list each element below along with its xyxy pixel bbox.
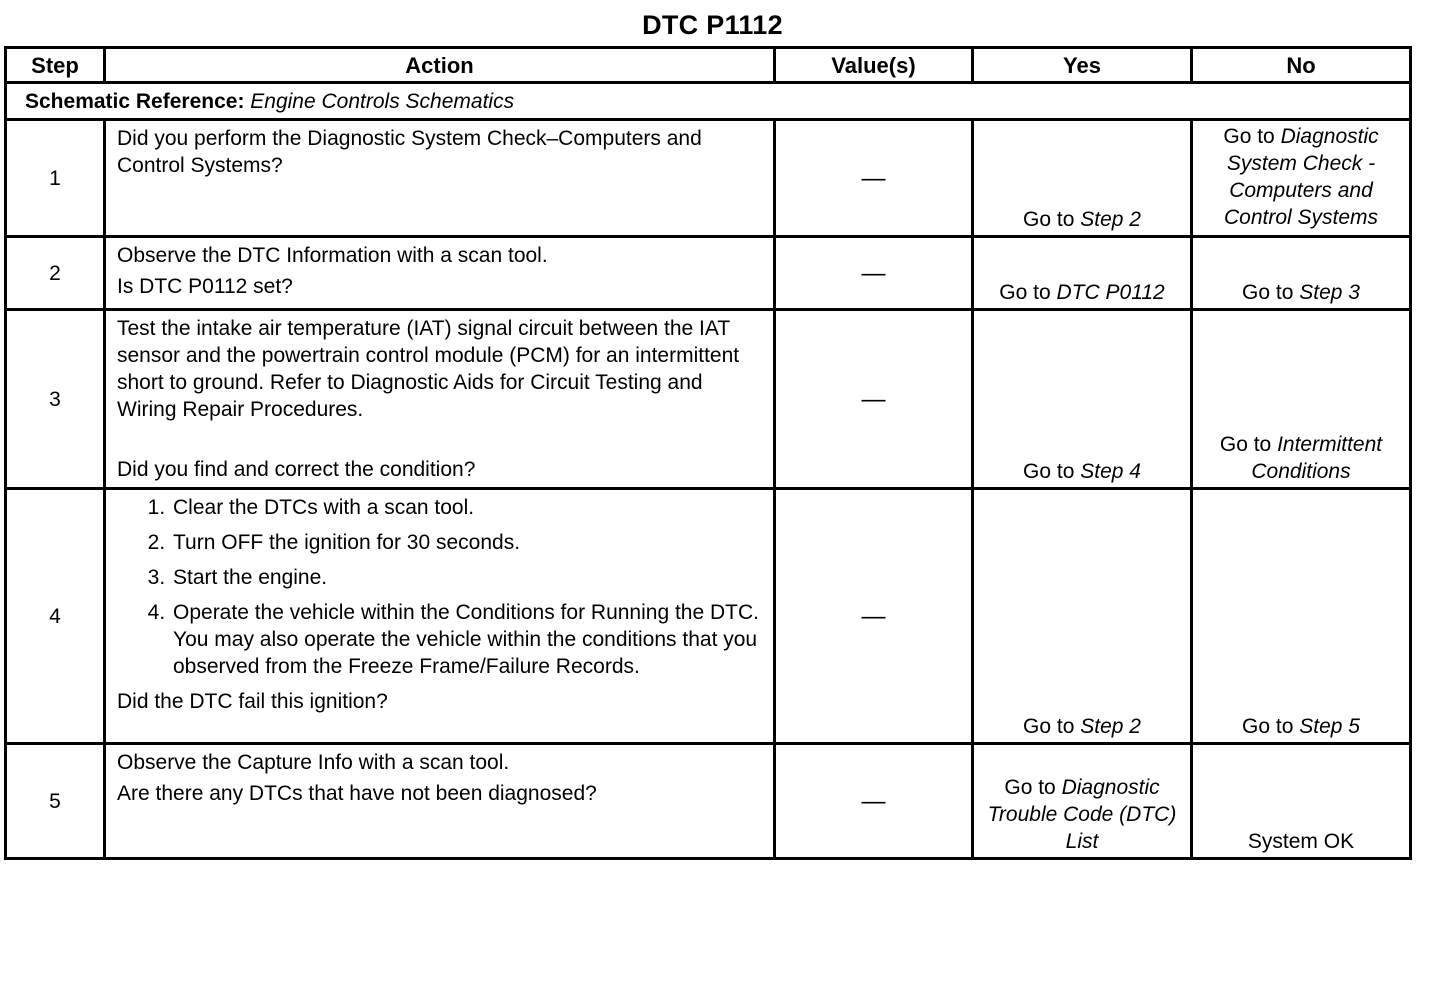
list-item: 3. Start the engine.	[171, 564, 763, 591]
action-question: Did the DTC fail this ignition?	[117, 690, 388, 713]
no-ref: Intermittent Conditions	[1251, 433, 1383, 483]
list-item: 2. Turn OFF the ignition for 30 seconds.	[171, 529, 763, 556]
action-cell	[105, 489, 775, 744]
yes-ref: Step 2	[1080, 208, 1141, 231]
value-cell: —	[775, 120, 973, 237]
header-yes: Yes	[973, 48, 1192, 83]
action-text: Did you perform the Diagnostic System Check–Computers and Control Systems?	[117, 127, 702, 177]
value-cell: —	[775, 489, 973, 744]
header-row	[6, 48, 1411, 83]
table-row	[6, 744, 1411, 859]
action-cell	[105, 237, 775, 310]
schematic-reference-row	[6, 83, 1411, 120]
value-cell: —	[775, 744, 973, 859]
action-text: Observe the DTC Information with a scan tool.	[117, 244, 548, 267]
table-row	[6, 237, 1411, 310]
action-question: Is DTC P0112 set?	[117, 275, 293, 298]
action-cell	[105, 310, 775, 489]
yes-prefix: Go to	[1023, 460, 1075, 483]
no-cell	[1192, 120, 1411, 237]
no-cell	[1192, 237, 1411, 310]
table-row	[6, 120, 1411, 237]
no-cell	[1192, 489, 1411, 744]
yes-ref: Diagnostic Trouble Code (DTC) List	[987, 776, 1177, 853]
yes-cell	[973, 310, 1192, 489]
yes-ref: Step 4	[1080, 460, 1141, 483]
yes-prefix: Go to	[1023, 208, 1075, 231]
yes-cell	[973, 489, 1192, 744]
value-cell: —	[775, 237, 973, 310]
no-ref: Diagnostic System Check - Computers and Control Systems	[1223, 125, 1379, 229]
step-number: 5	[6, 744, 105, 859]
step-number: 1	[6, 120, 105, 237]
yes-ref: Step 2	[1080, 715, 1141, 738]
yes-prefix: Go to	[999, 281, 1051, 304]
schematic-label: Schematic Reference:	[25, 89, 245, 113]
header-values: Value(s)	[775, 48, 973, 83]
list-item: 1. Clear the DTCs with a scan tool.	[171, 494, 763, 521]
action-question: Are there any DTCs that have not been diagnosed?	[117, 782, 597, 805]
page-title: DTC P1112	[642, 10, 783, 40]
yes-prefix: Go to	[1004, 776, 1056, 799]
no-ref: Step 3	[1299, 281, 1360, 304]
value-cell: —	[775, 310, 973, 489]
diagnostic-table	[4, 46, 1412, 860]
no-prefix: Go to	[1242, 281, 1294, 304]
no-prefix: Go to	[1242, 715, 1294, 738]
action-cell	[105, 120, 775, 237]
step-number: 3	[6, 310, 105, 489]
no-prefix: Go to	[1219, 433, 1272, 456]
procedure-list	[117, 494, 763, 680]
action-cell	[105, 744, 775, 859]
header-action: Action	[105, 48, 775, 83]
schematic-reference	[6, 83, 1411, 120]
action-text: Observe the Capture Info with a scan tool.	[117, 751, 510, 774]
list-item: 4. Operate the vehicle within the Conditions for Running the DTC. You may also operate the vehicle within the conditions that you observed from the Freeze Frame/Failure Records.	[171, 599, 763, 680]
yes-cell	[973, 744, 1192, 859]
no-cell	[1192, 310, 1411, 489]
action-question: Did you find and correct the condition?	[117, 458, 476, 481]
step-number: 4	[6, 489, 105, 744]
table-row	[6, 310, 1411, 489]
table-row	[6, 489, 1411, 744]
yes-cell	[973, 237, 1192, 310]
no-ref: Step 5	[1299, 715, 1360, 738]
header-no: No	[1192, 48, 1411, 83]
action-text: Test the intake air temperature (IAT) signal circuit between the IAT sensor and the powertrain control module (PCM) for an intermittent short to ground. Refer to Diagnostic Aids for Circuit Testing and Wiring Repair Procedures.	[117, 317, 740, 421]
yes-ref: DTC P0112	[1056, 281, 1165, 304]
step-number: 2	[6, 237, 105, 310]
schematic-ref: Engine Controls Schematics	[250, 89, 515, 113]
no-prefix: Go to	[1223, 125, 1275, 148]
yes-cell	[973, 120, 1192, 237]
header-step: Step	[6, 48, 105, 83]
no-cell: System OK	[1192, 744, 1411, 859]
yes-prefix: Go to	[1023, 715, 1075, 738]
